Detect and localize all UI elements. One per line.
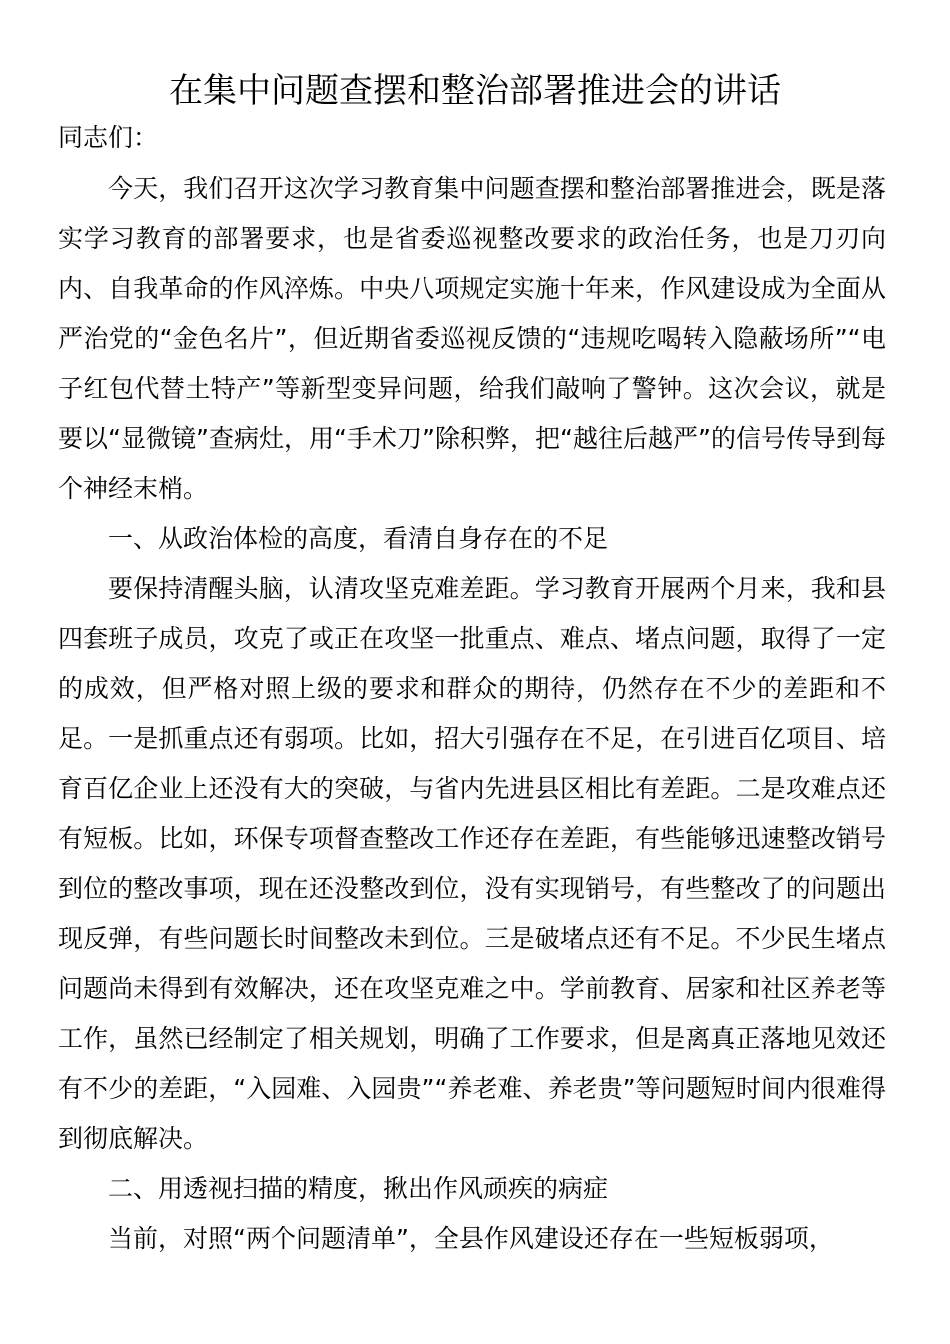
salutation: 同志们：	[58, 123, 159, 152]
section-heading-2: 二、用透视扫描的精度，揪出作风顽疾的病症	[108, 1174, 609, 1203]
section-heading-1: 一、从政治体检的高度，看清自身存在的不足	[108, 524, 609, 553]
paragraph-section-2: 当前，对照“两个问题清单”，全县作风建设还存在一些短板弱项，	[108, 1224, 834, 1253]
document-body	[58, 164, 886, 1264]
paragraph-opening: 今天，我们召开这次学习教育集中问题查摆和整治部署推进会，既是落实学习教育的部署要求，也是省委巡视整改要求的政治任务，也是刀刃向内、自我革命的作风淬炼。中央八项规定实施十年来，作风建设成为全面从严治党的“金色名片”，但近期省委巡视反馈的“违规吃喝转入隐蔽场所”“电子红包代替土特产”等新型变异问题，给我们敲响了警钟。这次会议，就是要以“显微镜”查病灶，用“手术刀”除积弊，把“越往后越严”的信号传导到每个神经末梢。	[58, 174, 886, 503]
document-title: 在集中问题查摆和整治部署推进会的讲话	[169, 71, 781, 111]
paragraph-section-1: 要保持清醒头脑，认清攻坚克难差距。学习教育开展两个月来，我和县四套班子成员，攻克了或正在攻坚一批重点、难点、堵点问题，取得了一定的成效，但严格对照上级的要求和群众的期待，仍然存在不少的差距和不足。一是抓重点还有弱项。比如，招大引强存在不足，在引进百亿项目、培育百亿企业上还没有大的突破，与省内先进县区相比有差距。二是攻难点还有短板。比如，环保专项督查整改工作还存在差距，有些能够迅速整改销号到位的整改事项，现在还没整改到位，没有实现销号，有些整改了的问题出现反弹，有些问题长时间整改未到位。三是破堵点还有不足。不少民生堵点问题尚未得到有效解决，还在攻坚克难之中。学前教育、居家和社区养老等工作，虽然已经制定了相关规划，明确了工作要求，但是离真正落地见效还有不少的差距，“入园难、入园贵”“养老难、养老贵”等问题短时间内很难得到彻底解决。	[58, 574, 886, 1153]
